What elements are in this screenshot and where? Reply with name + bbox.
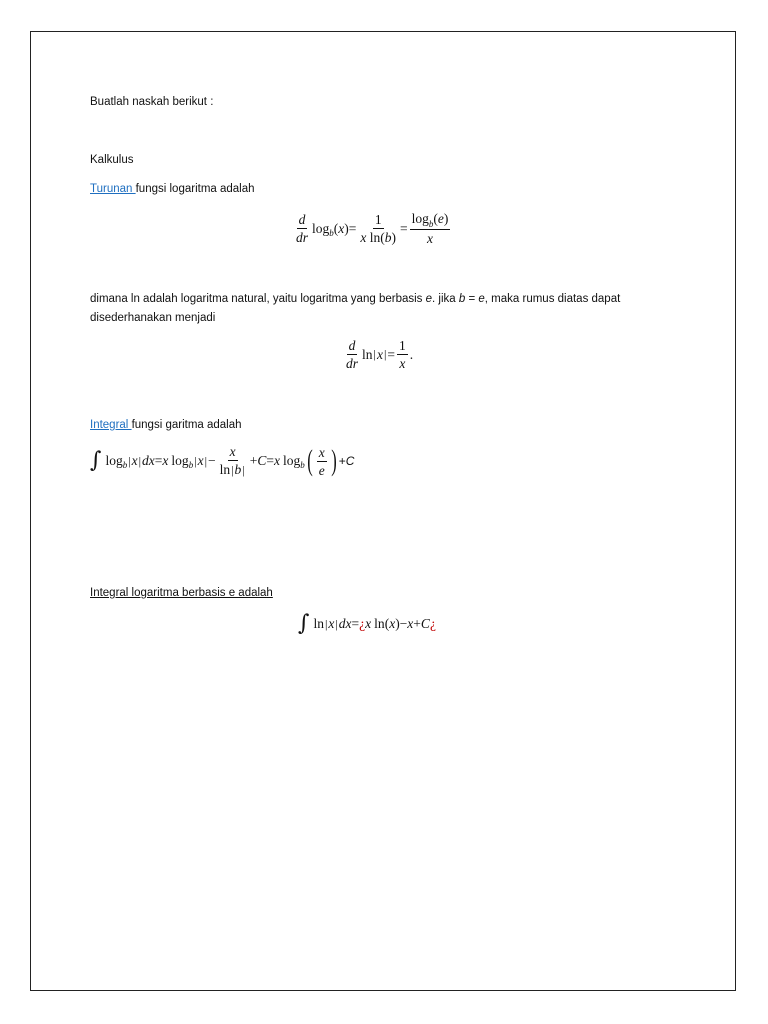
integral-ln-formula: ∫ ln | x | dx = ¿ x ln ( x )− x + C ¿ [298, 611, 436, 636]
intro-text: Buatlah naskah berikut : [90, 96, 214, 108]
derivative-ln-formula: $\frac{d}{dr}$ ln | x | = $\frac{1}{x}$ . [346, 338, 414, 371]
turunan-link[interactable]: Turunan [90, 183, 136, 195]
integral-link[interactable]: Integral [90, 419, 132, 431]
section-heading: Kalkulus [90, 154, 134, 166]
paragraph-line-2: disederhanakan menjadi [90, 312, 216, 324]
turunan-line [90, 182, 255, 196]
derivative-log-formula: $\frac{d}{dr}$ log b ( x )= $\frac{1}{\text{x ln(b)}}$ = $\frac{\log_b(e)}{x}$ [296, 211, 449, 246]
integral-log-formula: ∫ log b | x | dx = x log b | x | − $\frac{x}{\ln|b|}$ + C = x log b ( $\frac{x}{e}$ ) + C [90, 444, 355, 478]
integral-e-heading: Integral logaritma berbasis e adalah [90, 587, 273, 599]
integral-text: fungsi garitma adalah [131, 419, 242, 431]
turunan-text: fungsi logaritma adalah [135, 183, 255, 195]
paragraph-line-1: dimana ln adalah logaritma natural, yaitu logaritma yang berbasis e. jika b = e, maka rumus diatas dapat [90, 293, 621, 305]
integral-line [90, 418, 242, 432]
document-page [30, 31, 736, 991]
